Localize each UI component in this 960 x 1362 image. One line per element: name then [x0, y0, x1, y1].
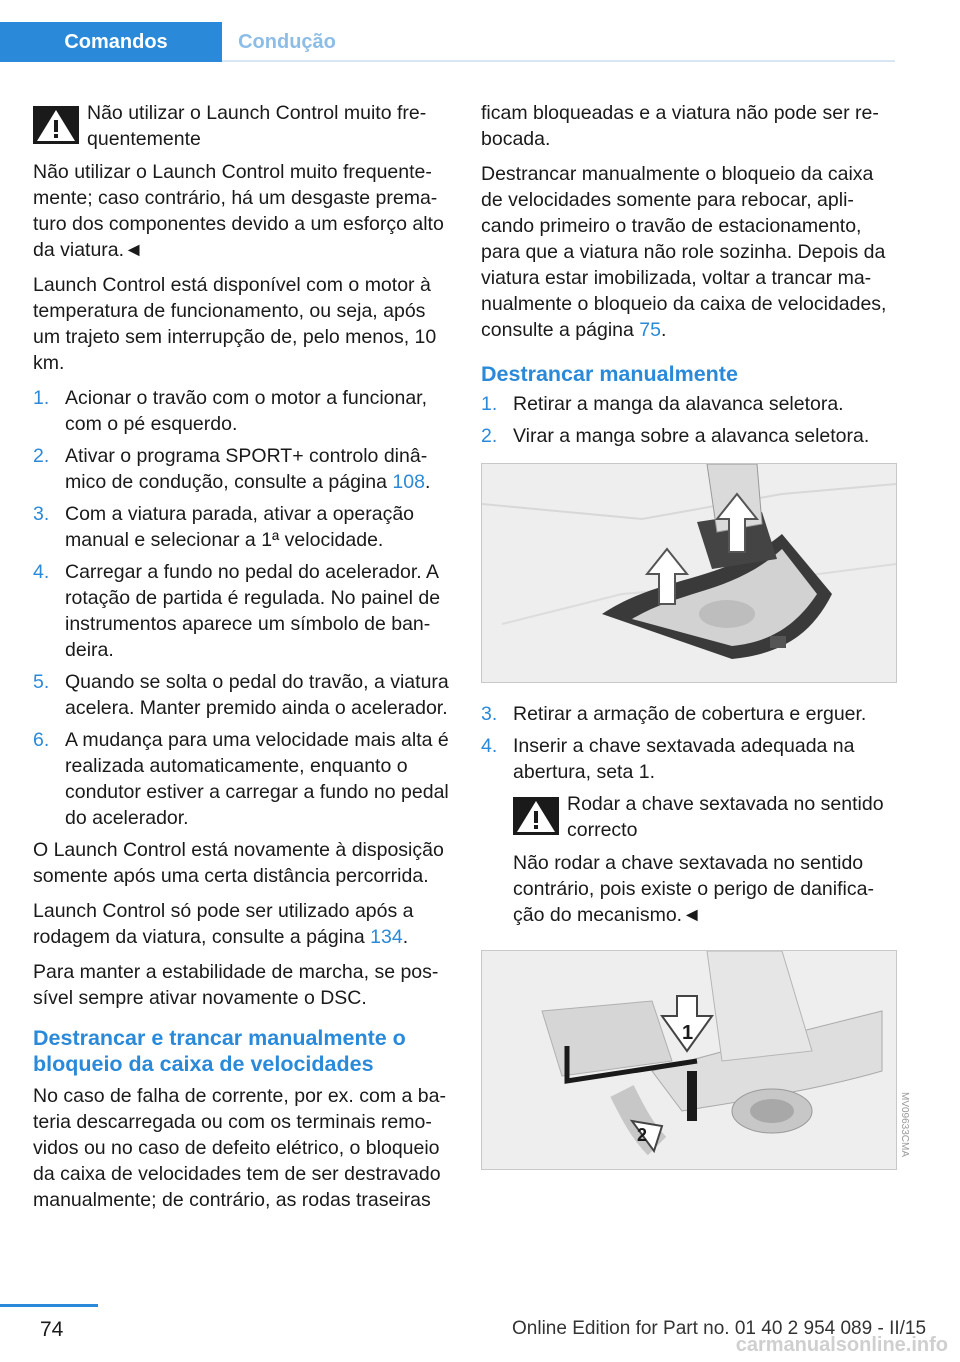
towing-text: Destrancar manualmente o bloqueio da caixa de velocidades somente para rebocar, aplicando primeiro o travão de estacionamento, para que a viatura não role sozinha. Depois da viatura estar imobilizada, voltar a trancar manualmente o bloqueio da caixa de velocidades, consulte a página [481, 163, 887, 341]
step-text: Quando se solta o pedal do travão, a viatura acelera. Manter premido ainda o acelerador. [65, 671, 449, 719]
break-in-end: . [402, 926, 409, 948]
header-rule [222, 60, 895, 62]
step-number: 6. [33, 729, 50, 751]
towing-end: . [661, 319, 667, 341]
gear-lever-sleeve-figure [481, 463, 897, 683]
step-text: Carregar a fundo no pedal do acelerador. A rotação de partida é regulada. No painel de instrumentos aparece um símbolo de bandeira. [65, 561, 441, 661]
page-link[interactable]: 134 [370, 926, 403, 948]
left-column [33, 100, 451, 1222]
gear-lever-sleeve-illustration [482, 464, 896, 682]
unlock-steps-list-a [481, 391, 897, 449]
page-number-rule [0, 1304, 98, 1307]
availability-paragraph: O Launch Control está novamente à disposição somente após uma certa distância percorrida. [33, 839, 444, 887]
watermark: carmanualsonline.info [735, 1334, 948, 1356]
chapter-tabs [0, 22, 895, 62]
list-item [481, 391, 897, 417]
warning-block [513, 791, 897, 843]
step-text: Com a viatura parada, ativar a operação manual e selecionar a 1ª velocidade. [65, 503, 415, 551]
step-number: 3. [33, 503, 50, 525]
warning-title: Não utilizar o Launch Control muito frequentemente [87, 102, 427, 150]
unlock-steps-list-b [481, 701, 897, 785]
page-link[interactable]: 75 [639, 319, 661, 341]
step-text-main: Ativar o programa SPORT+ controlo dinâmico de condução, consulte a página [65, 445, 428, 493]
step-text: Inserir a chave sextavada adequada na abertura, seta 1. [513, 735, 855, 783]
intro-paragraph: Launch Control está disponível com o motor à temperatura de funcionamento, ou seja, após um trajeto sem interrupção de, pelo menos, 10 km. [33, 274, 437, 374]
page-number: 74 [40, 1318, 64, 1341]
warning-text: Não rodar a chave sextavada no sentido contrário, pois existe o perigo de danificação do mecanismo.◄ [513, 852, 874, 926]
arrow-label-2: 2 [637, 1125, 648, 1145]
step-number: 1. [33, 387, 50, 409]
tab-conducao[interactable]: Condução [238, 30, 336, 53]
nested-warning [513, 791, 897, 928]
break-in-paragraph [33, 898, 451, 950]
arrow-label-1: 1 [682, 1022, 694, 1044]
edition-footer: Online Edition for Part no. 01 40 2 954 089 - II/15 [512, 1318, 927, 1339]
step-number: 5. [33, 671, 50, 693]
step-number: 4. [33, 561, 50, 583]
hex-key-illustration [482, 951, 896, 1169]
list-item [33, 727, 451, 831]
warning-block [33, 100, 451, 152]
warning-title: Rodar a chave sextavada no sentido correcto [567, 793, 884, 841]
step-text [65, 443, 451, 495]
step-text: Acionar o travão com o motor a funcionar, com o pé esquerdo. [65, 387, 428, 435]
step-text: Retirar a armação de cobertura e erguer. [513, 703, 867, 725]
step-number: 2. [481, 425, 498, 447]
step-number: 3. [481, 703, 498, 725]
section-paragraph: No caso de falha de corrente, por ex. com a bateria descarregada ou com os terminais removidos ou no caso de defeito elétrico, o bloqueio da caixa de velocidades tem de ser destravado manualmente; de contrário, as rodas traseiras [33, 1085, 446, 1211]
step-text: Retirar a manga da alavanca seletora. [513, 393, 844, 415]
tab-comandos[interactable]: Comandos [0, 22, 222, 62]
right-column [481, 100, 897, 1188]
warning-triangle-icon [513, 797, 559, 835]
warning-triangle-icon [33, 106, 79, 144]
list-item [33, 559, 451, 663]
list-item [33, 669, 451, 721]
step-number: 1. [481, 393, 498, 415]
list-item [481, 701, 897, 727]
list-item [33, 443, 451, 495]
warning-text: Não utilizar o Launch Control muito frequentemente; caso contrário, há um desgaste prematuro dos componentes devido a um esforço alto da viatura.◄ [33, 161, 444, 261]
step-number: 2. [33, 445, 50, 467]
towing-paragraph [481, 161, 897, 343]
subsection-heading: Destrancar manualmente [481, 362, 738, 386]
continued-paragraph: ficam bloqueadas e a viatura não pode ser rebocada. [481, 102, 879, 150]
step-number: 4. [481, 735, 498, 757]
section-heading: Destrancar e trancar manualmente o bloqueio da caixa de velocidades [33, 1026, 406, 1076]
dsc-paragraph: Para manter a estabilidade de marcha, se possível sempre ativar novamente o DSC. [33, 961, 439, 1009]
list-item [33, 385, 451, 437]
list-item [33, 501, 451, 553]
step-text-end: . [424, 471, 431, 493]
list-item [481, 423, 897, 449]
step-text: A mudança para uma velocidade mais alta é realizada automaticamente, enquanto o condutor estiver a carregar a fundo no pedal do acelerador. [65, 729, 449, 829]
list-item [481, 733, 897, 785]
launch-steps-list [33, 385, 451, 831]
step-text: Virar a manga sobre a alavanca seletora. [513, 425, 870, 447]
figure-code [896, 1092, 910, 1172]
figure-code-text: MV09633CMA [899, 1092, 910, 1158]
break-in-text: Launch Control só pode ser utilizado após a rodagem da viatura, consulte a página [33, 900, 414, 948]
hex-key-figure [481, 950, 897, 1170]
page-link[interactable]: 108 [392, 471, 425, 493]
